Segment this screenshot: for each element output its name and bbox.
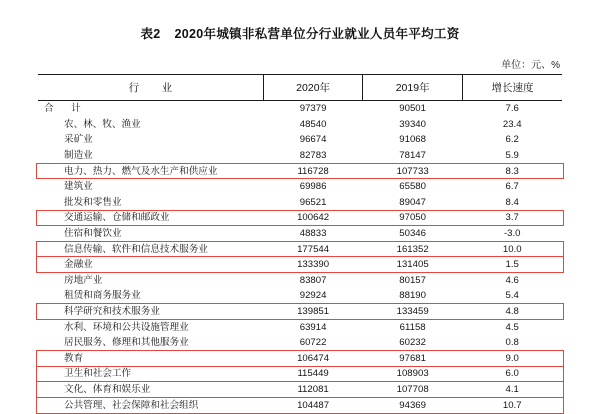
growth-rate: 6.0 [505,368,519,380]
wage-2019: 94369 [363,397,463,413]
table-row [38,366,562,382]
wage-2020: 48833 [299,228,327,240]
table-row [38,335,562,351]
wage-2020: 69986 [299,181,327,193]
table-title [38,24,562,42]
wage-2020: 100642 [297,212,330,224]
table-row [38,163,562,179]
industry-name: 教育 [64,352,84,364]
wage-2019: 60232 [399,337,426,349]
wage-2019: 107708 [396,383,429,395]
wage-table [38,74,562,414]
growth-rate: 3.7 [505,212,519,224]
industry-name: 农、林、牧、渔业 [64,118,141,130]
growth-rate: 1.5 [505,259,519,271]
industry-name: 公共管理、社会保障和社会组织 [38,397,263,413]
industry-name: 采矿业 [64,134,93,146]
wage-2020: 133390 [297,259,330,271]
wage-2019: 65580 [399,181,426,193]
industry-name: 电力、热力、燃气及水生产和供应业 [64,165,218,177]
industry-name: 制造业 [64,150,93,162]
wage-2019: 61158 [399,321,426,333]
wage-2019: 133459 [396,306,429,318]
wage-2020: 48540 [299,118,327,130]
wage-2019: 107733 [396,165,429,177]
growth-rate: 5.9 [505,150,519,162]
wage-2020: 112081 [297,383,329,395]
wage-2020: 83807 [299,274,327,286]
industry-name: 文化、体育和娱乐业 [64,383,151,395]
industry-name: 信息传输、软件和信息技术服务业 [64,243,208,255]
table-row [38,195,562,211]
wage-2020: 92924 [299,290,327,302]
industry-name: 金融业 [64,259,93,271]
wage-2019: 90501 [399,103,426,115]
industry-name: 卫生和社会工作 [64,368,132,380]
column-header-2020: 2020年 [263,75,363,101]
table-row [38,101,562,117]
growth-rate: 6.7 [505,181,519,193]
table-row [38,132,562,148]
table-row [38,241,562,257]
growth-rate: 8.4 [505,196,519,208]
growth-rate: 5.4 [505,290,519,302]
growth-rate: 8.3 [505,165,519,177]
growth-rate: 0.8 [505,337,519,349]
wage-2020: 116728 [297,165,329,177]
industry-name: 住宿和餐饮业 [64,228,122,240]
wage-2020: 96521 [299,196,327,208]
table-row [38,179,562,195]
column-header-growth: 增长速度 [462,75,562,101]
table-body [38,101,562,414]
table-header [38,75,562,101]
table-header-row [38,75,562,101]
unit-note: 单位：元、% [501,60,560,71]
table-row [38,397,562,413]
wage-2020: 177544 [297,243,330,255]
wage-2020: 106474 [297,352,330,364]
industry-name: 合 计 [44,103,85,115]
growth-rate: 4.5 [505,321,519,333]
growth-rate: 4.8 [505,306,519,318]
table-row [38,257,562,273]
wage-2020: 97379 [299,103,327,115]
table-title-text: 2020年城镇非私营单位分行业就业人员年平均工资 [174,27,460,41]
industry-name: 科学研究和技术服务业 [64,306,160,318]
column-header-2019: 2019年 [363,75,463,101]
wage-2020: 115449 [297,368,329,380]
growth-rate: 7.6 [505,103,519,115]
growth-rate: 4.1 [505,383,519,395]
wage-2020: 139851 [297,306,330,318]
table-row [38,382,562,398]
growth-rate: 6.2 [505,134,519,146]
wage-2020: 82783 [299,150,327,162]
industry-name: 建筑业 [64,181,93,193]
wage-2019: 108903 [396,368,429,380]
growth-rate: 4.6 [505,274,519,286]
table-row [38,304,562,320]
growth-rate: -3.0 [503,228,521,240]
wage-2019: 80157 [399,274,426,286]
wage-2019: 50346 [399,228,426,240]
industry-name: 交通运输、仓储和邮政业 [64,212,170,224]
table-row [38,351,562,367]
industry-name: 房地产业 [64,274,103,286]
table-row [38,226,562,242]
table-number: 表2 [140,27,161,41]
growth-rate: 10.7 [462,397,562,413]
table-row [38,117,562,133]
wage-2019: 91068 [399,134,426,146]
wage-2019: 161352 [396,243,429,255]
wage-2019: 78147 [399,150,426,162]
growth-rate: 23.4 [502,118,522,130]
industry-name: 居民服务、修理和其他服务业 [64,337,189,349]
table-row [38,273,562,289]
wage-2019: 97681 [399,352,426,364]
industry-name: 水利、环境和公共设施管理业 [64,321,189,333]
wage-2020: 104487 [263,397,363,413]
wage-2020: 60722 [299,337,327,349]
wage-2019: 97050 [399,212,426,224]
wage-2019: 88190 [399,290,426,302]
growth-rate: 9.0 [505,352,519,364]
wage-2019: 131405 [396,259,429,271]
wage-2019: 39340 [399,118,426,130]
industry-name: 租赁和商务服务业 [64,290,141,302]
industry-name: 批发和零售业 [64,196,122,208]
table-row [38,148,562,164]
column-header-industry: 行 业 [38,75,263,101]
table-row [38,319,562,335]
wage-2020: 63914 [299,321,327,333]
table-row [38,288,562,304]
growth-rate: 10.0 [502,243,522,255]
wage-2019: 89047 [399,196,426,208]
wage-2020: 96674 [299,134,327,146]
table-row [38,210,562,226]
